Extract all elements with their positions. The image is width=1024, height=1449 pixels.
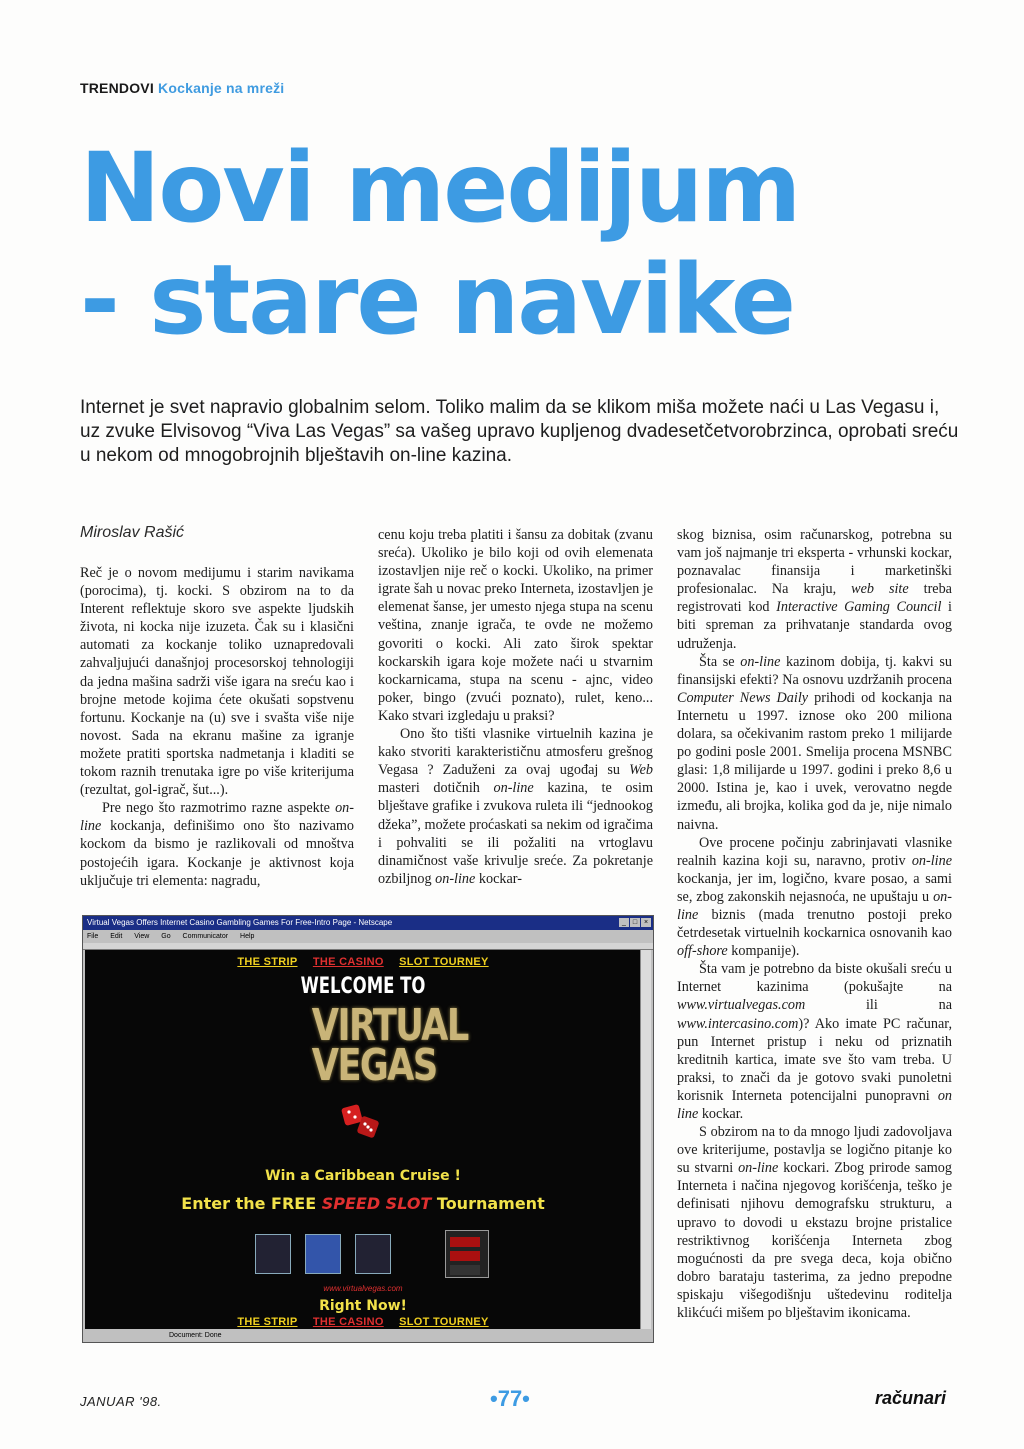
menu-bar — [83, 930, 653, 943]
status-bar — [83, 1329, 653, 1342]
paragraph: Šta vam je potrebno da biste okušali sreću u Internet kazinima (pokušajte na www.virtualvegas.com ili na www.intercasino.com)? Ako imate PC računar, pun Internet pristup i neku od priznatih kreditnih kartica, imate sve što vam treba. U praksi, to znači da je gotovo svaki punoletni korisnik Interneta potencijalni punopravni on line kockar. — [677, 961, 952, 1122]
virtual-vegas-logo — [311, 1000, 468, 1091]
section-header — [80, 80, 284, 96]
paragraph: Šta se on-line kazinom dobija, tj. kakvi su finansijski efekti? Na osnovu uzdržanih procena Computer News Daily prihodi od kockanja na Internetu u 1997. iznose oko 200 miliona dolara, sa očekivanim rastom preko 1 milijarde po godini posle 2001. Smelija procena MSNBC glasi: 1,8 milijarde u 1997. godini i preko 8,6 u 2000. Istina je, kao i uvek, verovatno negde između, ali brojka, kolika god da je, nije nimalo naivna. — [677, 653, 952, 833]
menu-go[interactable]: Go — [161, 933, 171, 940]
article-lead: Internet je svet napravio globalnim selom. Toliko malim da se klikom miša možete naći u Las Vegasu i, uz zvuke Elvisovog “Viva Las Vegas” sa vašeg upravo kupljenog dvadesetčetvorobrzinca, oprobati sreću u nekom od mnogobrojnih blještavih on-line kazina. — [80, 397, 959, 466]
welcome-heading: WELCOME TO — [300, 974, 426, 999]
section-label: TRENDOVI — [80, 80, 154, 96]
paragraph: Ove procene počinju zabrinjavati vlasnike realnih kazina koji su, naravno, protiv on-line kockanja, jer im, logično, kvare posao, a sami se, zbog zakonskih nejasnoća, ne upuštaju u on-line biznis (mada trenutno postoji preko četrdesetak virtuelnih kockarnica osnovanih kao off-shore kompanije). — [677, 834, 952, 960]
subsection-label: Kockanje na mreži — [158, 80, 285, 96]
paragraph: Pre nego što razmotrimo razne aspekte on-line kockanja, definišimo ono što nazivamo kockom da bismo je razlikovali od mnoštva postojećih igara. Kockanje je aktivnost koja uključuje tri elementa: nagradu, — [80, 800, 354, 889]
nav-the-casino[interactable]: THE CASINO — [312, 956, 384, 968]
nav-slot-tourney[interactable]: SLOT TOURNEY — [399, 956, 489, 968]
slot-banner-icon[interactable] — [355, 1234, 391, 1274]
title-line-2: - stare navike — [80, 244, 794, 356]
window-title: Virtual Vegas Offers Internet Casino Gambling Games For Free-Intro Page - Netscape — [87, 918, 393, 927]
paragraph: skog biznisa, osim računarskog, potrebna su vam još najmanje tri eksperta - vrhunski kockar, poznavalac finansija i marketinški profesionalac. Na kraju, web site treba registrovati kod Interactive Gaming Council i biti spreman za prihvatanje standarda ovog udruženja. — [677, 527, 952, 652]
vertical-scrollbar[interactable] — [640, 950, 651, 1330]
maximize-icon[interactable]: □ — [630, 918, 640, 927]
nav-the-strip[interactable]: THE STRIP — [237, 1316, 298, 1328]
right-now-button[interactable]: Right Now! — [319, 1298, 407, 1314]
site-nav-bottom — [85, 1316, 641, 1328]
promo-cruise: Win a Caribbean Cruise ! — [265, 1168, 461, 1184]
menu-communicator[interactable]: Communicator — [182, 933, 229, 940]
promo-tournament: Enter the FREE SPEED SLOT Tournament — [181, 1194, 545, 1213]
window-titlebar — [83, 916, 653, 930]
logo-line-2: VEGAS — [311, 1040, 437, 1091]
magazine-name: računari — [875, 1388, 947, 1408]
column-2 — [378, 526, 653, 888]
site-url[interactable]: www.virtualvegas.com — [323, 1284, 403, 1293]
page-viewport — [85, 950, 641, 1330]
menu-file[interactable]: File — [87, 933, 99, 940]
paragraph: Ono što tišti vlasnike virtuelnih kazina je kako stvoriti karakterističnu atmosferu grešnog Vegasa ? Zaduženi za ovaj ugođaj su Web masteri dotičnih on-line kazina, te osim blještave grafike i zvukova ruleta ili “jednookog džeka”, možete proćaskati sa nekim od igračima i pohvaliti se ili požaliti na vrtoglavu dinamičnost vaše krivulje sreće. Za pokretanje ozbiljnog on-line kockar- — [378, 726, 653, 887]
column-3 — [677, 526, 952, 1322]
close-icon[interactable]: × — [641, 918, 651, 927]
logo-line-1: VIRTUAL — [311, 1000, 468, 1051]
paragraph: cenu koju treba platiti i šansu za dobitak (zvanu sreća). Ukoliko je bilo koji od ovih elemenata izostavljen nije reč o kocki. Ukoliko, na primer igrate šah u novac preko Interneta, izostavljen je elemenat šanse, jer umesto njega stupa na scenu veština, znanje igrača, te ovde ne možemo govoriti o kocki. Ali zato širok spektar kockarskih igara koje možete naći u stvarnim kockarnicama, stupa na scenu - ajnc, video poker, bingo (zvući poznato), rulet, keno... Kako stvari izgledaju u praksi? — [378, 527, 653, 724]
article-title — [80, 132, 799, 356]
slot-machine-icon — [445, 1230, 489, 1278]
paragraph: Reč je o novom medijumu i starim navikama (porocima), tj. kocki. S obzirom na to da Interent reflektuje skoro sve aspekte ljudskih života, ni kocka nije izuzeta. Čak su i klasični automati za kockanje toliko uznapredovali zahvaljujući današnjoj procesorskoj tehnologiji da jedna mašina sadrži više igara na sreću kao i brojne metode kojima ćete okušati sopstvenu fortunu. Kockanje na (u) sve i svašta više nije novost. Sada na ekranu mašine za igranje možete pratiti sportska nadmetanja i kladiti se tokom raznih trenutaka igre po više kriterijuma (rezultat, gol-igrač, šut...). — [80, 565, 354, 799]
author-byline: Miroslav Rašić — [80, 524, 185, 541]
nav-slot-tourney[interactable]: SLOT TOURNEY — [399, 1316, 489, 1328]
nav-the-casino[interactable]: THE CASINO — [312, 1316, 384, 1328]
slot-banner-row — [255, 1230, 495, 1278]
nav-the-strip[interactable]: THE STRIP — [237, 956, 298, 968]
menu-view[interactable]: View — [134, 933, 150, 940]
menu-help[interactable]: Help — [240, 933, 255, 940]
status-text: Document: Done — [169, 1332, 222, 1339]
browser-toolbar — [83, 943, 653, 950]
dice-icon — [341, 1100, 381, 1140]
page-number: •77• — [490, 1386, 530, 1411]
slot-banner-icon[interactable] — [305, 1234, 341, 1274]
paragraph: S obzirom na to da mnogo ljudi zadovoljava ove kriterijume, postavlja se logično pitanje ko su stvarni on-line kockari. Zbog prirode samog Interneta i načina njegovog korišćenja, teško je definisati njihovu demografsku strukturu, a upravo to dovodi u ekstazu brojne pristalice restriktivnog korišćenja Interneta zbog mogućnosti da pre svega deca, koja obično dobro barataju tasterima, za jedno prepodne spiskaju višegodišnju uštedevinu roditelja klikćući mišem po blještavim ikonicama. — [677, 1124, 952, 1322]
site-nav-top — [85, 956, 641, 968]
column-1 — [80, 564, 354, 890]
issue-date: JANUAR '98. — [80, 1394, 162, 1409]
browser-screenshot — [82, 915, 654, 1343]
window-controls — [619, 918, 651, 927]
slot-banner-icon[interactable] — [255, 1234, 291, 1274]
minimize-icon[interactable]: _ — [619, 918, 629, 927]
title-line-1: Novi medijum — [80, 132, 800, 244]
menu-edit[interactable]: Edit — [110, 933, 123, 940]
